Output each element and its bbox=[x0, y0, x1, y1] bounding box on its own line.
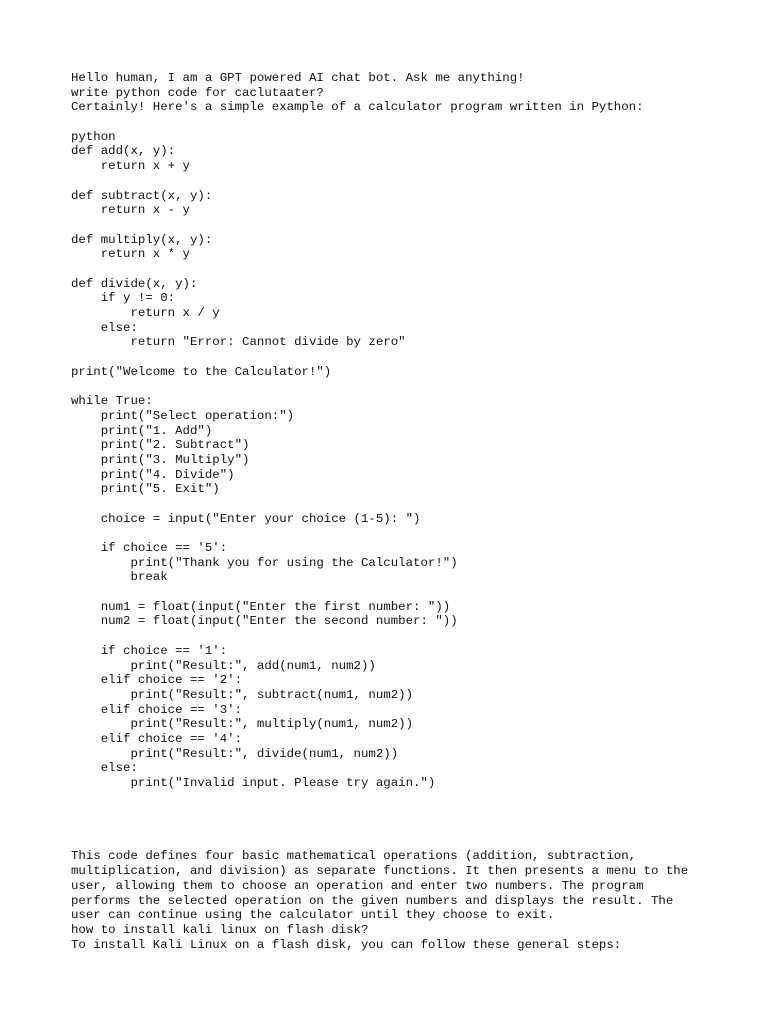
transcript-line: print("1. Add") bbox=[71, 423, 213, 438]
transcript-line bbox=[71, 262, 751, 277]
transcript-line: def multiply(x, y): bbox=[71, 232, 213, 247]
transcript-line: print("Result:", add(num1, num2)) bbox=[71, 658, 376, 673]
transcript-line bbox=[71, 379, 751, 394]
transcript-line: return x / y bbox=[71, 306, 220, 320]
transcript-line: def add(x, y): bbox=[71, 144, 176, 159]
transcript-line: performs the selected operation on the given numbers and displays the result. The bbox=[71, 893, 674, 908]
transcript-line bbox=[71, 820, 751, 835]
transcript-line: print("3. Multiply") bbox=[71, 452, 250, 467]
transcript-line: print("2. Subtract") bbox=[71, 438, 250, 453]
transcript-line: print("Thank you for using the Calculator!") bbox=[71, 555, 458, 570]
transcript-line: To install Kali Linux on a flash disk, you can follow these general steps: bbox=[71, 937, 622, 952]
transcript-line: return x - y bbox=[71, 203, 190, 218]
transcript-line: print("Invalid input. Please try again.") bbox=[71, 776, 436, 790]
transcript-line: return "Error: Cannot divide by zero" bbox=[71, 335, 406, 350]
transcript-line: else: bbox=[71, 761, 138, 776]
transcript-line bbox=[71, 629, 751, 644]
transcript-line: write python code for caclutaater? bbox=[71, 85, 324, 100]
transcript-line bbox=[71, 835, 751, 850]
transcript-line: return x * y bbox=[71, 247, 190, 262]
transcript-line: choice = input("Enter your choice (1-5): ") bbox=[71, 511, 421, 526]
transcript-line: print("Welcome to the Calculator!") bbox=[71, 364, 332, 379]
transcript-line: user, allowing them to choose an operation and enter two numbers. The program bbox=[71, 878, 644, 893]
transcript-line: num2 = float(input("Enter the second number: ")) bbox=[71, 614, 458, 629]
transcript-line bbox=[71, 174, 751, 189]
transcript-line bbox=[71, 526, 751, 541]
transcript-line: multiplication, and division) as separate functions. It then presents a menu to the bbox=[71, 864, 689, 879]
transcript-line: Hello human, I am a GPT powered AI chat bot. Ask me anything! bbox=[71, 71, 525, 85]
transcript-line: This code defines four basic mathematical operations (addition, subtraction, bbox=[71, 849, 637, 864]
transcript-line: print("Result:", multiply(num1, num2)) bbox=[71, 717, 414, 732]
transcript-line: print("Select operation:") bbox=[71, 408, 295, 423]
transcript-line: user can continue using the calculator until they choose to exit. bbox=[71, 908, 555, 923]
transcript-line: how to install kali linux on flash disk? bbox=[71, 922, 369, 937]
transcript-line: print("4. Divide") bbox=[71, 467, 235, 482]
transcript-line: python bbox=[71, 129, 116, 144]
transcript-line: Certainly! Here's a simple example of a calculator program written in Python: bbox=[71, 100, 644, 115]
transcript-line bbox=[71, 218, 751, 233]
chat-transcript bbox=[71, 71, 751, 952]
transcript-line: print("Result:", divide(num1, num2)) bbox=[71, 746, 399, 761]
transcript-line: else: bbox=[71, 320, 138, 335]
transcript-line: print("Result:", subtract(num1, num2)) bbox=[71, 687, 414, 702]
transcript-line: return x + y bbox=[71, 159, 190, 174]
transcript-line bbox=[71, 805, 751, 820]
transcript-line: elif choice == '2': bbox=[71, 673, 243, 688]
transcript-line: elif choice == '4': bbox=[71, 731, 243, 746]
transcript-line bbox=[71, 497, 751, 512]
transcript-line: elif choice == '3': bbox=[71, 702, 243, 717]
transcript-line: while True: bbox=[71, 394, 153, 409]
transcript-line: if choice == '1': bbox=[71, 643, 228, 658]
transcript-line: def divide(x, y): bbox=[71, 276, 198, 291]
transcript-line: def subtract(x, y): bbox=[71, 188, 213, 203]
transcript-line bbox=[71, 585, 751, 600]
transcript-line: if choice == '5': bbox=[71, 541, 228, 555]
transcript-line: break bbox=[71, 570, 168, 585]
transcript-line bbox=[71, 350, 751, 365]
transcript-line: print("5. Exit") bbox=[71, 482, 220, 497]
transcript-line: if y != 0: bbox=[71, 291, 176, 306]
transcript-line bbox=[71, 115, 751, 130]
transcript-line: num1 = float(input("Enter the first number: ")) bbox=[71, 599, 451, 614]
transcript-line bbox=[71, 791, 751, 806]
